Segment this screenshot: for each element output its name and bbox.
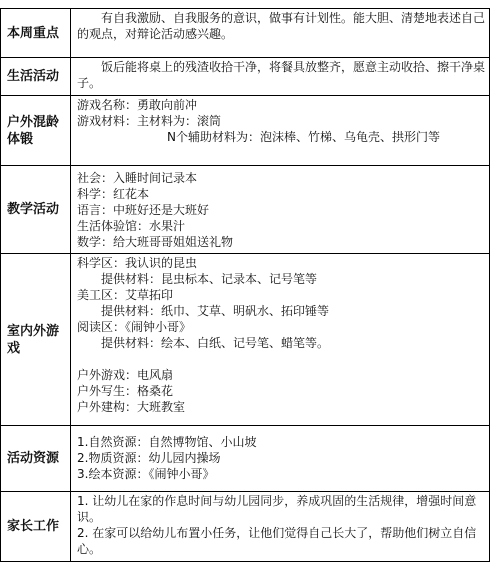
outdoor-game: 户外游戏：电风扇	[77, 368, 174, 382]
area-reading: 阅读区：《闹钟小哥》	[77, 320, 192, 334]
area-science: 科学区：我认识的昆虫	[77, 256, 198, 270]
row-content	[71, 166, 489, 253]
cropped-header-text	[130, 1, 134, 14]
teaching-item: 生活体验馆：水果汁	[77, 219, 186, 233]
row-label: 户外混龄体锻	[1, 96, 71, 165]
row-indoor-outdoor-games	[0, 254, 490, 426]
outdoor-sketch: 户外写生：格桑花	[77, 384, 174, 398]
teaching-item: 社会：入睡时间记录本	[77, 171, 198, 185]
row-label: 活动资源	[1, 426, 71, 491]
parent-item: 1. 让幼儿在家的作息时间与幼儿园同步，养成巩固的生活规律，增强时间意识。	[77, 494, 477, 524]
game-material: 游戏材料：主材料为：滚筒	[77, 114, 222, 128]
weekly-plan-table	[0, 8, 490, 562]
row-label: 家长工作	[1, 492, 71, 561]
row-content	[71, 9, 489, 57]
parent-item: 2. 在家可以给幼儿布置小任务，让他们觉得自己长大了，帮助他们树立自信心。	[77, 526, 477, 556]
area-art-material: 提供材料：纸巾、艾草、明矾水、拓印锤等	[101, 304, 330, 318]
resource-item: 2.物质资源：幼儿园内操场	[77, 451, 221, 465]
row-parent-work	[0, 492, 490, 562]
area-art: 美工区：艾草拓印	[77, 288, 174, 302]
game-name: 游戏名称：勇敢向前冲	[77, 98, 198, 112]
resource-item: 1.自然资源：自然博物馆、小山坡	[77, 435, 257, 449]
row-label: 本周重点	[1, 9, 71, 57]
row-activity-resources	[0, 426, 490, 492]
row-content	[71, 426, 489, 491]
resource-item: 3.绘本资源：《闹钟小哥》	[77, 467, 215, 481]
focus-text: 有自我激励、自我服务的意识，做事有计划性。能大胆、清楚地表述自己的观点，对辩论活动感兴趣。	[77, 11, 486, 41]
row-label: 教学活动	[1, 166, 71, 253]
area-science-material: 提供材料：昆虫标本、记录本、记号笔等	[101, 272, 318, 286]
row-outdoor-exercise	[0, 96, 490, 166]
area-reading-material: 提供材料：绘本、白纸、记号笔、蜡笔等。	[101, 336, 330, 350]
row-life-activity	[0, 58, 490, 96]
teaching-item: 语言：中班好还是大班好	[77, 203, 210, 217]
row-label: 生活活动	[1, 58, 71, 95]
row-content	[71, 492, 489, 561]
outdoor-build: 户外建构：大班教室	[77, 400, 186, 414]
row-content	[71, 96, 489, 165]
row-label: 室内外游戏	[1, 254, 71, 425]
game-aux-material: N个辅助材料为：泡沫棒、竹梯、乌龟壳、拱形门等	[167, 130, 440, 144]
row-content	[71, 58, 489, 95]
row-teaching-activity	[0, 166, 490, 254]
row-weekly-focus	[0, 8, 490, 58]
teaching-item: 数学：给大班哥哥姐姐送礼物	[77, 235, 234, 249]
life-text: 饭后能将桌上的残渣收拾干净，将餐具放整齐，愿意主动收拾、擦干净桌子。	[77, 60, 486, 90]
teaching-item: 科学：红花本	[77, 187, 150, 201]
row-content	[71, 254, 489, 425]
